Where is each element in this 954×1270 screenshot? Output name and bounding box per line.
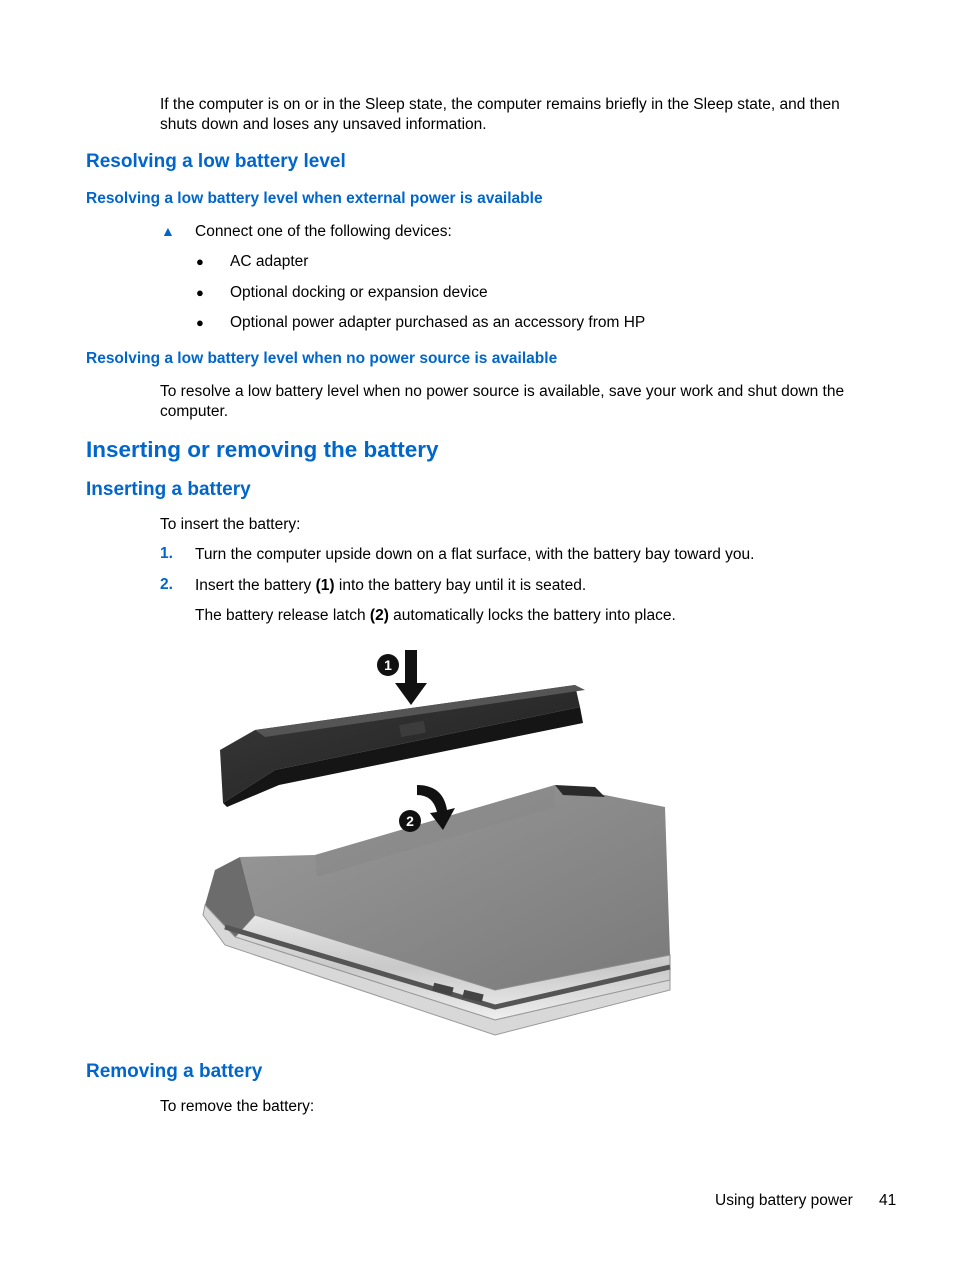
heading-no-power-source: Resolving a low battery level when no power source is available [86,350,558,367]
step-text: Turn the computer upside down on a flat surface, with the battery bay toward you. [195,546,755,563]
battery-insertion-illustration [195,645,680,1045]
page-number: 41 [879,1192,897,1209]
footer-section-title: Using battery power [715,1192,853,1209]
heading-inserting-battery: Inserting a battery [86,479,251,500]
intro-paragraph: If the computer is on or in the Sleep state, the computer remains briefly in the Sleep state, and then shuts down and loses any unsaved information. [160,96,840,133]
laptop-base [203,785,670,1035]
callout-number: 2 [406,813,414,829]
list-item: Optional docking or expansion device [230,284,488,301]
list-item: Optional power adapter purchased as an accessory from HP [230,314,646,331]
step-connect-devices: Connect one of the following devices: [195,223,452,240]
heading-resolving-low-battery: Resolving a low battery level [86,151,346,172]
step-number: 2. [160,576,173,593]
bullet-icon: ● [196,315,204,330]
heading-external-power-available: Resolving a low battery level when external power is available [86,190,543,207]
heading-removing-battery: Removing a battery [86,1061,263,1082]
bullet-icon: ● [196,254,204,269]
arrow-down-icon [395,650,427,705]
callout-number: 1 [384,657,392,673]
list-item: AC adapter [230,253,309,270]
no-power-paragraph: To resolve a low battery level when no power source is available, save your work and shut down the computer. [160,383,845,420]
step-triangle-icon: ▲ [161,223,175,239]
heading-inserting-removing-battery: Inserting or removing the battery [86,437,439,462]
bullet-icon: ● [196,285,204,300]
step-text: Insert the battery (1) into the battery bay until it is seated. [195,577,587,594]
insert-intro: To insert the battery: [160,516,301,533]
battery [220,685,585,807]
step-number: 1. [160,545,173,562]
latch-note: The battery release latch (2) automatically locks the battery into place. [195,607,676,624]
callout-1 [377,650,427,705]
remove-intro: To remove the battery: [160,1098,315,1115]
